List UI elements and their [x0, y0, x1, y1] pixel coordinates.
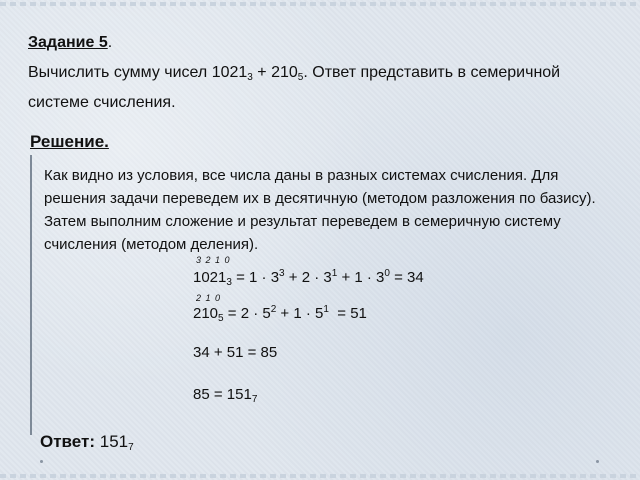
eq4-base: 7: [251, 394, 258, 405]
task-num2-base: 5: [297, 72, 304, 83]
eq1-result: = 34: [389, 269, 424, 286]
bottom-border-decoration: [0, 474, 640, 478]
task-text-line2: системе счисления.: [28, 94, 176, 111]
corner-dot-left: [40, 460, 43, 463]
task-num1-base: 3: [247, 72, 253, 83]
task-text-prefix: Вычислить сумму чисел 1021: [28, 64, 248, 81]
equation-2: [193, 304, 367, 324]
eq1-p3: 0: [384, 268, 390, 279]
eq2-exponent-indices: 2 1 0: [196, 293, 222, 303]
eq1-exponent-indices: 3 2 1 0: [196, 255, 231, 265]
task-title-suffix: .: [107, 34, 113, 51]
eq1-mid1: = 1 · 3: [231, 269, 280, 286]
eq1-base: 3: [226, 277, 232, 288]
answer-base: 7: [128, 442, 134, 453]
equation-3: 34 + 51 = 85: [193, 344, 278, 361]
eq1-num: 1021: [193, 269, 227, 286]
task-text: [28, 60, 608, 115]
top-border-decoration: [0, 2, 640, 6]
eq1-p1: 3: [279, 268, 285, 279]
solution-intro: Как видно из условия, все числа даны в разных системах счисления. Для решения задачи переведем их в десятичную (методом разложения по базису). Затем выполним сложение и результат переведем в семеричную систему счисления (методом деления).: [44, 167, 596, 253]
equation-4: [193, 386, 257, 405]
eq2-num: 210: [193, 305, 219, 322]
eq1-p2: 1: [331, 268, 338, 279]
task-title: [28, 34, 112, 52]
corner-dot-right: [596, 460, 599, 463]
answer-label: Ответ:: [40, 432, 95, 451]
eq1-mid2: + 2 · 3: [284, 269, 332, 286]
eq2-p2: 1: [323, 304, 329, 315]
task-title-label: Задание 5: [28, 34, 108, 51]
solution-label: Решение.: [30, 132, 109, 151]
eq2-p1: 2: [270, 304, 277, 315]
eq2-result: = 51: [328, 305, 367, 322]
eq2-mid1: = 2 · 5: [223, 305, 271, 322]
equation-1: [193, 268, 424, 288]
answer: [40, 432, 134, 453]
eq2-mid2: + 1 · 5: [276, 305, 324, 322]
eq2-base: 5: [218, 313, 224, 324]
task-text-plus: + 210: [252, 64, 298, 81]
task-text-suffix: . Ответ представить в семеричной: [303, 64, 561, 81]
eq1-mid3: + 1 · 3: [337, 269, 385, 286]
eq4-prefix: 85 = 151: [193, 386, 252, 403]
answer-value: 151: [99, 432, 129, 451]
